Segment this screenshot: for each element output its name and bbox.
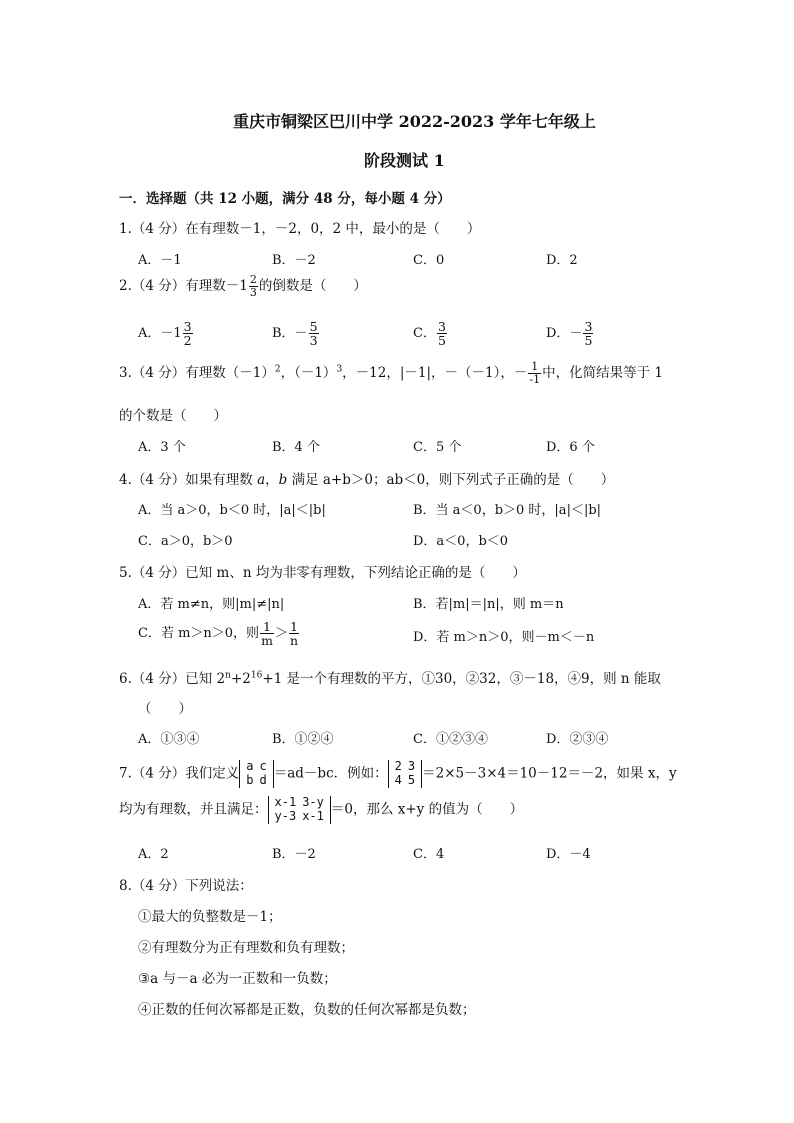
determinant-condition: x-1 3-y y-3 x-1 <box>268 796 331 824</box>
question-3-option-a: A．3 个 <box>138 440 186 455</box>
question-2-stem-tail: 的倒数是（ ） <box>258 278 367 294</box>
question-8-item-2: ②有理数分为正有理数和负有理数； <box>138 940 354 956</box>
question-4-stem: 4.（4 分）如果有理数 a，b 满足 a+b＞0；ab＜0，则下列式子正确的是（ ） <box>119 472 615 488</box>
question-5-stem: 5.（4 分）已知 m、n 均为非零有理数，下列结论正确的是（ ） <box>119 565 526 581</box>
question-3-stem-line2: 的个数是（ ） <box>119 408 227 424</box>
page-subtitle: 阶段测试 1 <box>364 151 445 170</box>
determinant-example: 2 3 4 5 <box>388 760 422 788</box>
determinant-definition: a c b d <box>239 760 273 788</box>
question-6-stem: 6.（4 分）已知 $2^n+2^{16}+1$ 是一个有理数的平方，①30，②32，③－18，④9，则 n 能取 <box>119 670 661 687</box>
question-7-option-b: B．－2 <box>272 847 316 862</box>
question-6-stem-line2: （ ） <box>138 701 192 717</box>
question-2-option-b: B．－ $\frac{5}{3}$ <box>272 319 318 349</box>
question-6-option-d: D．②③④ <box>546 732 609 747</box>
question-8-item-1: ①最大的负整数是－1； <box>138 909 282 925</box>
question-3-fraction: $\frac{1}{-1}$ <box>529 360 541 386</box>
question-1-option-d: D．2 <box>546 253 578 268</box>
question-1-stem: 1.（4 分）在有理数－1，－2，0，2 中，最小的是（ ） <box>119 221 481 237</box>
question-1-option-c: C．0 <box>413 253 445 268</box>
question-4-option-a: A．当 a＞0，b＜0 时，|a|＜|b| <box>138 503 326 518</box>
question-4-option-b: B．当 a＜0，b＞0 时，|a|＜|b| <box>413 503 602 518</box>
question-2-stem <box>119 274 367 299</box>
question-7-option-c: C．4 <box>413 847 445 862</box>
question-5-option-b: B．若|m|＝|n|，则 m＝n <box>413 597 564 612</box>
question-8-item-4: ④正数的任何次幂都是正数，负数的任何次幂都是负数； <box>138 1002 476 1018</box>
question-6-option-a: A．①③④ <box>138 732 200 747</box>
question-8-stem: 8.（4 分）下列说法： <box>119 878 253 894</box>
question-7-stem: 7.（4 分）我们定义 a c b d ＝ad－bc．例如： 2 3 4 5 ＝2×5－3×4＝10－12＝－2，如果 x，y <box>119 759 677 787</box>
question-6-option-c: C．①②③④ <box>413 732 488 747</box>
question-5-option-d: D．若 m＞n＞0，则－m＜－n <box>413 630 595 645</box>
question-2-option-c: C． $\frac{3}{5}$ <box>413 319 446 349</box>
question-3-stem: 3.（4 分）有理数$(-1)^2$，$(-1)^3$，－12，|－1|，－（－1），－ $\frac{1}{-1}$ 中，化简结果等于 1 <box>119 360 663 386</box>
question-2-option-d: D．－ $\frac{3}{5}$ <box>546 319 593 349</box>
question-7-stem-line2: 均为有理数，并且满足： x-1 3-y y-3 x-1 ＝0，那么 x+y 的值为（ ） <box>119 795 524 823</box>
question-4-option-d: D．a＜0，b＜0 <box>413 534 509 549</box>
question-6-option-b: B．①②④ <box>272 732 334 747</box>
question-1-option-b: B．－2 <box>272 253 316 268</box>
question-7-option-d: D．－4 <box>546 847 591 862</box>
question-7-option-a: A．2 <box>138 847 169 862</box>
question-5-option-c: C．若 m＞n＞0，则 $\frac{1}{m}$ ＞ $\frac{1}{n}$ <box>138 619 298 649</box>
question-3-option-b: B．4 个 <box>272 440 320 455</box>
page-title: 重庆市铜梁区巴川中学 2022-2023 学年七年级上 <box>233 112 596 131</box>
question-1-option-a: A．－1 <box>138 253 182 268</box>
question-2-stem-text: 2.（4 分）有理数－1 <box>119 278 248 294</box>
question-3-option-d: D．6 个 <box>546 440 595 455</box>
question-3-option-c: C．5 个 <box>413 440 462 455</box>
section-heading: 一．选择题（共 12 小题，满分 48 分，每小题 4 分） <box>119 191 451 207</box>
question-2-fraction: $\frac{2}{3}$ <box>249 273 257 299</box>
question-5-option-a: A．若 m≠n，则|m|≠|n| <box>138 597 285 612</box>
question-4-option-c: C．a＞0，b＞0 <box>138 534 233 549</box>
question-2-option-a: A．－1 $\frac{3}{2}$ <box>138 319 192 349</box>
question-8-item-3: ③a 与－a 必为一正数和一负数； <box>138 971 337 987</box>
